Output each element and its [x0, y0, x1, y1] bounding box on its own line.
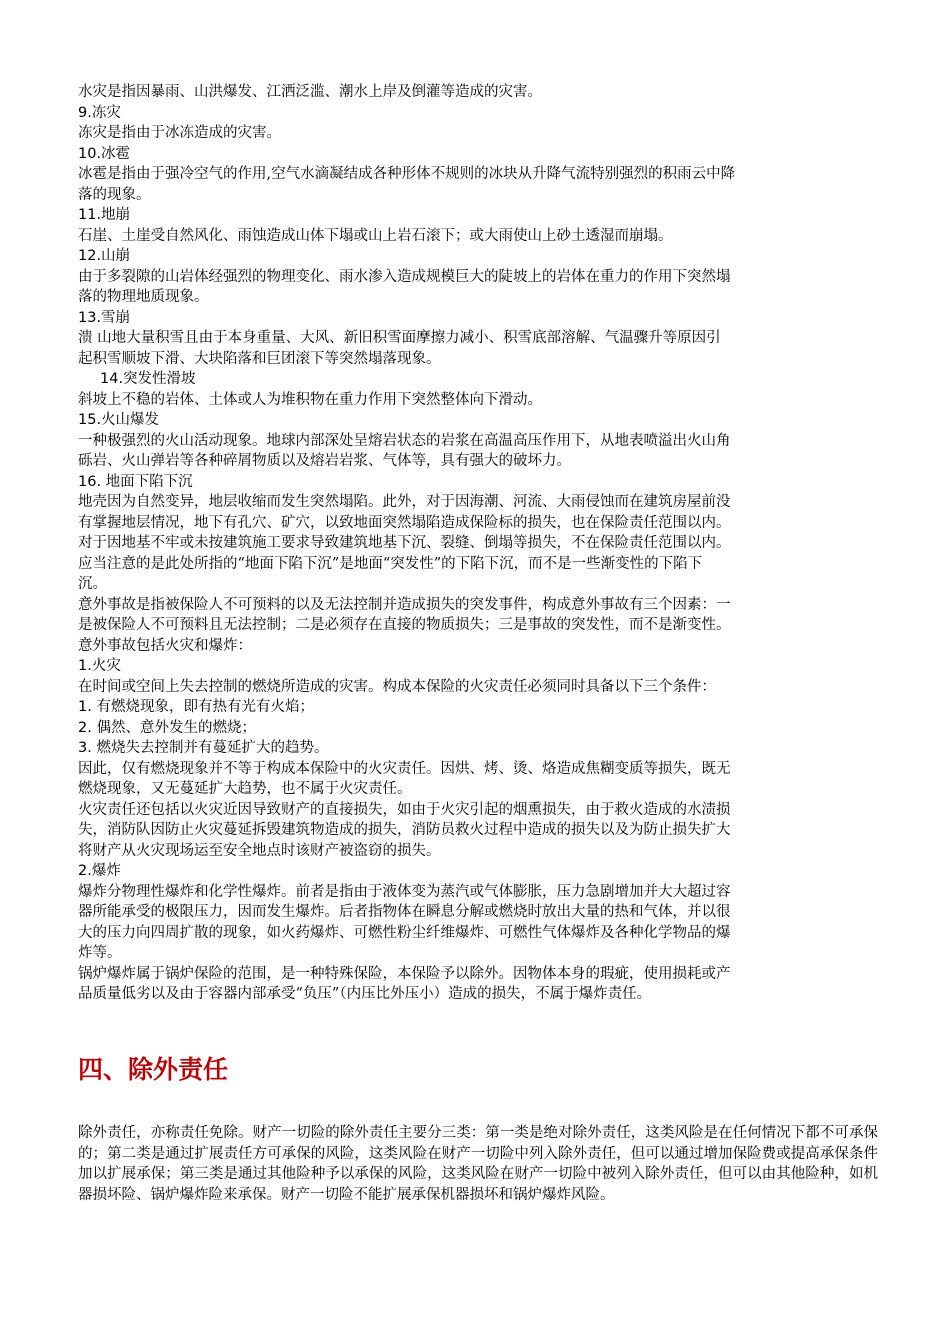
paragraph: 锅炉爆炸属于锅炉保险的范围，是一种特殊保险，本保险予以除外。因物体本身的瑕疵，使用损耗或产 [78, 965, 731, 982]
paragraph: 爆炸分物理性爆炸和化学性爆炸。前者是指由于液体变为蒸汽或气体膨胀，压力急剧增加并大大超过容 [78, 883, 731, 900]
paragraph: 落的物理地质现象。 [78, 289, 209, 305]
paragraph: 应当注意的是此处所指的“地面下陷下沉”是地面“突发性”的下陷下沉，而不是一些渐变性的下陷下 [78, 555, 703, 572]
heading-hail: 10.冰雹 [78, 145, 131, 162]
paragraph: 是被保险人不可预料且无法控制；二是必须存在直接的物质损失；三是事故的突发性，而不是渐变性。 [78, 617, 731, 633]
paragraph: 意外事故包括火灾和爆炸： [78, 637, 252, 654]
paragraph: 器所能承受的极限压力，因而发生爆炸。后者指物体在瞬息分解或燃烧时放出大量的热和气体，并以很 [78, 904, 731, 920]
paragraph: 意外事故是指被保险人不可预料的以及无法控制并造成损失的突发事件，构成意外事故有三个因素：一 [78, 596, 731, 613]
paragraph: 起积雪顺坡下滑、大块陷落和巨团滚下等突然塌落现象。 [78, 350, 441, 367]
heading-rockfall: 12.山崩 [78, 248, 131, 264]
paragraph: 品质量低劣以及由于容器内部承受“负压”（内压比外压小）造成的损失，不属于爆炸责任。 [78, 986, 652, 1002]
paragraph: 地壳因为自然变异，地层收缩而发生突然塌陷。此外，对于因海潮、河流、大雨侵蚀而在建筑房屋前没 [78, 494, 731, 510]
paragraph: 将财产从火灾现场运至安全地点时该财产被盗窃的损失。 [78, 842, 441, 859]
section-paragraph: 除外责任，亦称责任免除。财产一切险的除外责任主要分三类：第一类是绝对除外责任，这类风险是在任何情况下都不可承保的；第二类是通过扩展责任方可承保的风险，这类风险在财产一切险中列入除外责任，但可以通过增加保险费或提高承保条件加以扩展承保；第三类是通过其他险种予以承保的风险，这类风险在财产一切险中被列入除外责任，但可以由其他险种，如机器损坏险、锅炉爆炸险来承保。财产一切险不能扩展承保机器损坏和锅炉爆炸风险。 [78, 1125, 878, 1203]
heading-landslip: 11.地崩 [78, 207, 131, 223]
paragraph: 有掌握地层情况，地下有孔穴、矿穴，以致地面突然塌陷造成保险标的损失，也在保险责任范围以内。 [78, 514, 731, 531]
paragraph: 由于多裂隙的山岩体经强烈的物理变化、雨水渗入造成规模巨大的陡坡上的岩体在重力的作用下突然塌 [78, 268, 731, 285]
paragraph: 冻灾是指由于冰冻造成的灾害。 [78, 125, 281, 141]
heading-volcano: 15.火山爆发 [78, 412, 160, 428]
paragraph: 火灾责任还包括以火灾近因导致财产的直接损失，如由于火灾引起的烟熏损失，由于救火造成的水渍损 [78, 801, 731, 818]
paragraph: 一种极强烈的火山活动现象。地球内部深处呈熔岩状态的岩浆在高温高压作用下，从地表喷溢出火山角 [78, 432, 731, 449]
paragraph: 对于因地基不牢或未按建筑施工要求导致建筑地基下沉、裂缝、倒塌等损失，不在保险责任范围以内。 [78, 535, 731, 551]
heading-explosion: 2.爆炸 [78, 863, 121, 879]
paragraph: 沉。 [78, 576, 107, 592]
heading-subsidence: 16. 地面下陷下沉 [78, 473, 193, 490]
paragraph: 大的压力向四周扩散的现象，如火药爆炸、可燃性粉尘纤维爆炸、可燃性气体爆炸及各种化学物品的爆 [78, 924, 731, 941]
list-item: 2. 偶然、意外发生的燃烧； [78, 719, 256, 736]
paragraph: 炸等。 [78, 945, 122, 961]
paragraph: 斜坡上不稳的岩体、土体或人为堆积物在重力作用下突然整体向下滑动。 [78, 391, 542, 408]
heading-frost: 9.冻灾 [78, 104, 121, 121]
section-heading: 四、除外责任 [78, 1055, 229, 1084]
document-body [78, 82, 878, 1005]
paragraph: 在时间或空间上失去控制的燃烧所造成的灾害。构成本保险的火灾责任必须同时具备以下三个条件： [78, 678, 716, 695]
heading-fire: 1.火灾 [78, 658, 121, 674]
heading-avalanche: 13.雪崩 [78, 309, 131, 326]
paragraph: 因此，仅有燃烧现象并不等于构成本保险中的火灾责任。因烘、烤、烫、烙造成焦糊变质等损失，既无 [78, 760, 731, 777]
paragraph: 失，消防队因防止火灾蔓延拆毁建筑物造成的损失，消防员救火过程中造成的损失以及为防止损失扩大 [78, 822, 731, 838]
paragraph: 燃烧现象，又无蔓延扩大趋势，也不属于火灾责任。 [78, 781, 412, 797]
paragraph: 水灾是指因暴雨、山洪爆发、江洒泛滥、潮水上岸及倒灌等造成的灾害。 [78, 84, 542, 100]
paragraph: 砾岩、火山弹岩等各种碎屑物质以及熔岩岩浆、气体等，具有强大的破坏力。 [78, 453, 571, 469]
paragraph: 溃 山地大量积雪且由于本身重量、大风、新旧积雪面摩擦力减小、积雪底部溶解、气温骤升等原因引 [78, 330, 721, 346]
paragraph: 冰雹是指由于强冷空气的作用,空气水滴凝结成各种形体不规则的冰块从升降气流特别强烈的积雨云中降 [78, 166, 736, 182]
list-item: 1. 有燃烧现象，即有热有光有火焰； [78, 699, 314, 715]
list-item: 3. 燃烧失去控制并有蔓延扩大的趋势。 [78, 740, 329, 756]
heading-landslide: 14.突发性滑坡 [100, 371, 196, 387]
paragraph: 落的现象。 [78, 186, 151, 203]
paragraph: 石崖、土崖受自然风化、雨蚀造成山体下塌或山上岩石滚下；或大雨使山上砂土透湿而崩塌。 [78, 227, 673, 244]
